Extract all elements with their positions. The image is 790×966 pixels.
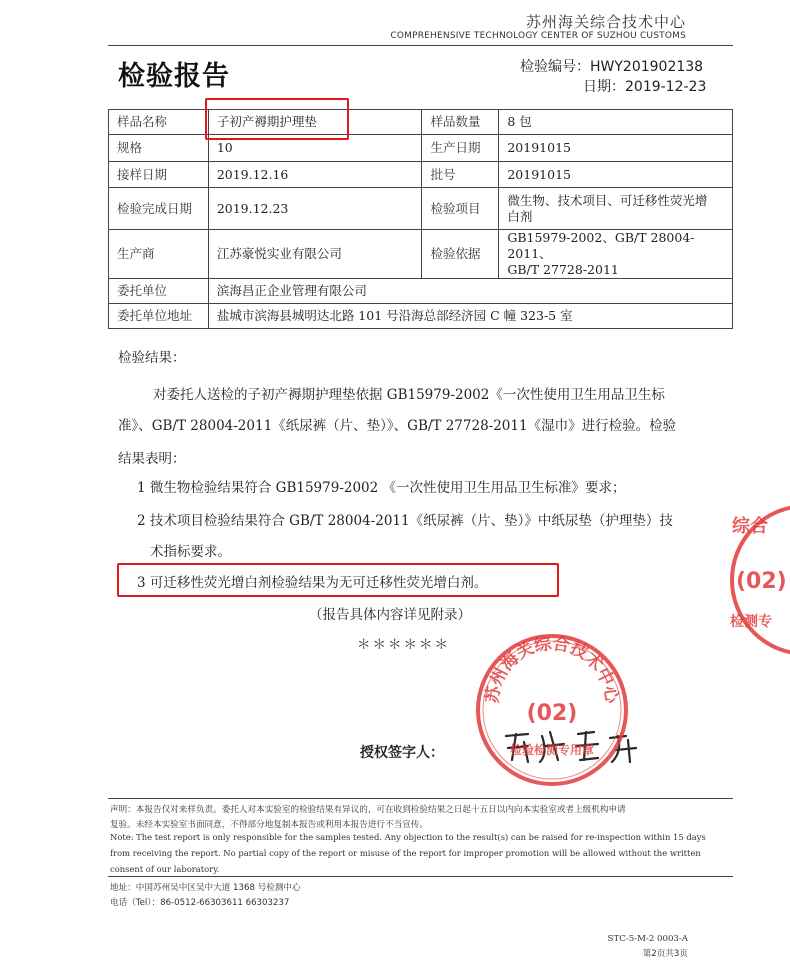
production-date-label: 生产日期 [422,135,499,162]
result-item-3: 3 可迁移性荧光增白剂检验结果为无可迁移性荧光增白剂。 [137,575,488,591]
batch-value: 20191015 [499,162,733,188]
items-line-2: 白剂 [507,208,533,224]
client-value: 滨海昌正企业管理有限公司 [208,279,732,304]
sample-name-highlight-box [205,98,349,140]
report-date: 日期：2019-12-23 [583,79,707,95]
results-intro-line-2: 准》、GB/T 28004-2011《纸尿裤（片、垫）》、GB/T 27728-2011《湿巾》进行检验。检验 [118,418,677,434]
table-row [109,135,733,162]
client-address-label: 委托单位地址 [109,304,209,329]
results-heading: 检验结果： [118,350,186,366]
table-row [109,230,733,279]
spec-label: 规格 [109,135,209,162]
quantity-value: 8 包 [499,110,733,135]
basis-label: 检验依据 [422,230,499,279]
items-line-1: 微生物、技术项目、可迁移性荧光增 [507,192,708,208]
receive-date-value: 2019.12.16 [208,162,422,188]
header-rule [108,45,733,46]
center-name-en: COMPREHENSIVE TECHNOLOGY CENTER OF SUZHOU CUSTOMS [390,31,686,41]
basis-line-2: GB/T 27728-2011 [507,262,619,277]
production-date-value: 20191015 [499,135,733,162]
finish-date-value: 2019.12.23 [208,188,422,230]
signatory-label: 授权签字人： [360,745,444,761]
form-code: STC-5-M-2 0003-A [607,934,688,944]
stamp-arc-text: 苏州海关综合技术中心 [482,633,622,705]
disclaimer-en-line-2: from receiving the report. No partial copy of the report or misuse of the report for improper promotion will be allowed without the written [110,848,701,858]
sample-name-value: 子初产褥期护理垫 [208,110,422,135]
side-seal-stamp [726,500,790,660]
result-item-3-highlight-box [117,563,559,597]
stamp-bottom-text: 检验检测专用章 [509,743,595,757]
client-label: 委托单位 [109,279,209,304]
items-label: 检验项目 [422,188,499,230]
table-row [109,304,733,329]
side-stamp-code: (02) [736,569,787,594]
client-address-value: 盐城市滨海县城明达北路 101 号沿海总部经济园 C 幢 323-5 室 [208,304,732,329]
lab-phone: 电话（Tel）：86-0512-66303611 66303237 [110,898,290,908]
results-intro-line-1: 对委托人送检的子初产褥期护理垫依据 GB15979-2002《一次性使用卫生用品卫生标 [153,387,665,403]
basis-line-1: GB15979-2002、GB/T 28004-2011、 [507,230,695,261]
receive-date-label: 接样日期 [109,162,209,188]
disclaimer-cn-line-1: 声明：本报告仅对来样负责。委托人对本实验室的检验结果有异议的，可在收到检验结果之日起十五日以内向本实验室或者上级机构申请 [110,805,626,815]
table-row [109,162,733,188]
result-item-2-line-1: 2 技术项目检验结果符合 GB/T 28004-2011《纸尿裤（片、垫）》中纸尿垫（护理垫）技 [137,513,673,529]
official-seal-stamp [472,630,632,790]
maker-value: 江苏豪悦实业有限公司 [208,230,422,279]
basis-value [499,230,733,279]
results-intro-line-3: 结果表明： [118,451,186,467]
footer-rule [108,798,733,799]
report-title: 检验报告 [118,61,230,92]
disclaimer-en-line-3: consent of our laboratory. [110,864,220,874]
side-stamp-text-2: 检测专 [730,614,772,630]
table-row [109,188,733,230]
svg-text:苏州海关综合技术中心 [482,633,623,706]
disclaimer-en-line-1: Note: The test report is only responsible for the samples tested. Any objection to the result(s) can be raised for re-inspection within 15 days [110,832,706,842]
side-stamp-text-1: 综合 [732,516,768,537]
sample-name-label: 样品名称 [109,110,209,135]
table-row [109,110,733,135]
center-name-cn: 苏州海关综合技术中心 [525,13,686,31]
result-item-1: 1 微生物检验结果符合 GB15979-2002 《一次性使用卫生用品卫生标准》要求； [137,480,626,496]
maker-label: 生产商 [109,230,209,279]
disclaimer-cn-line-2: 复验。未经本实验室书面同意，不得部分地复制本报告或利用本报告进行不当宣传。 [110,820,428,830]
stamp-code: (02) [526,701,578,726]
lab-address: 地址：中国苏州吴中区吴中大道 1368 号检测中心 [110,883,301,893]
table-row [109,279,733,304]
batch-label: 批号 [422,162,499,188]
result-item-2-line-2: 术指标要求。 [150,544,231,560]
see-appendix-note: （报告具体内容详见附录） [309,607,471,623]
spec-value: 10 [208,135,422,162]
page-number: 第2页共3页 [642,949,688,959]
finish-date-label: 检验完成日期 [109,188,209,230]
quantity-label: 样品数量 [422,110,499,135]
sample-info-table [108,109,733,329]
end-stars: ＊＊＊＊＊＊ [357,637,450,653]
footer-rule-2 [108,876,733,877]
items-value [499,188,733,230]
report-number: 检验编号：HWY201902138 [520,59,704,75]
